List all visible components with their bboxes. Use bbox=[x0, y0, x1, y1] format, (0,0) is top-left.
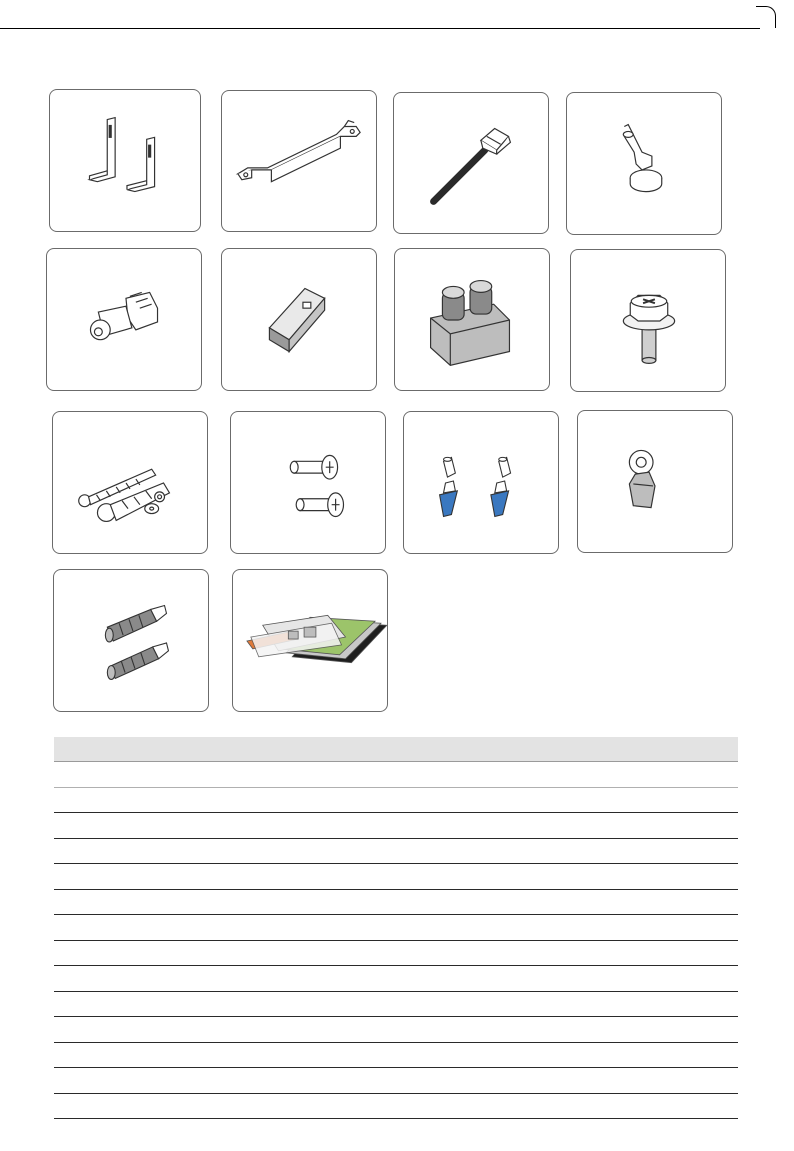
table-row bbox=[54, 788, 738, 814]
table-row bbox=[54, 864, 738, 890]
part-tile-mounting-bar bbox=[221, 90, 377, 232]
cable-gland-icon bbox=[47, 249, 201, 390]
top-rule bbox=[0, 0, 764, 30]
l-bracket-icon bbox=[50, 90, 200, 231]
part-tile-grounding-screw bbox=[566, 92, 722, 235]
header-line bbox=[0, 28, 760, 29]
network-cable-icon bbox=[394, 93, 548, 233]
part-tile-ferrule-terminals bbox=[403, 411, 559, 554]
table-row bbox=[54, 762, 738, 788]
table-row bbox=[54, 839, 738, 865]
countersunk-screw-icon bbox=[231, 412, 385, 553]
table-row bbox=[54, 992, 738, 1018]
part-tile-pv-connectors bbox=[53, 569, 209, 712]
table-row bbox=[54, 1043, 738, 1069]
parts-table bbox=[54, 737, 738, 1119]
table-row bbox=[54, 890, 738, 916]
part-tile-hex-bolt bbox=[570, 249, 726, 392]
header-line-end bbox=[756, 6, 776, 28]
table-row bbox=[54, 1094, 738, 1120]
table-row bbox=[54, 813, 738, 839]
expansion-anchor-icon bbox=[53, 412, 207, 553]
part-tile-dual-gland-connector bbox=[394, 248, 550, 391]
table-header bbox=[54, 737, 738, 762]
table-row bbox=[54, 1017, 738, 1043]
ferrule-terminal-icon bbox=[404, 412, 558, 553]
pv-connector-icon bbox=[54, 570, 208, 711]
documentation-icon bbox=[233, 570, 387, 711]
part-tile-ring-terminal bbox=[577, 410, 733, 553]
table-row bbox=[54, 915, 738, 941]
comm-module-icon bbox=[222, 249, 376, 390]
ring-terminal-icon bbox=[578, 411, 732, 552]
part-tile-expansion-anchor bbox=[52, 411, 208, 554]
mounting-bar-icon bbox=[222, 91, 376, 231]
part-tile-documentation bbox=[232, 569, 388, 712]
part-tile-l-brackets bbox=[49, 89, 201, 232]
dual-gland-connector-icon bbox=[395, 249, 549, 390]
grounding-screw-icon bbox=[567, 93, 721, 234]
table-row bbox=[54, 941, 738, 967]
part-tile-comm-module bbox=[221, 248, 377, 391]
part-tile-countersunk-screws bbox=[230, 411, 386, 554]
hex-bolt-icon bbox=[571, 250, 725, 391]
table-row bbox=[54, 1068, 738, 1094]
part-tile-network-cable bbox=[393, 92, 549, 234]
part-tile-cable-gland bbox=[46, 248, 202, 391]
table-row bbox=[54, 966, 738, 992]
